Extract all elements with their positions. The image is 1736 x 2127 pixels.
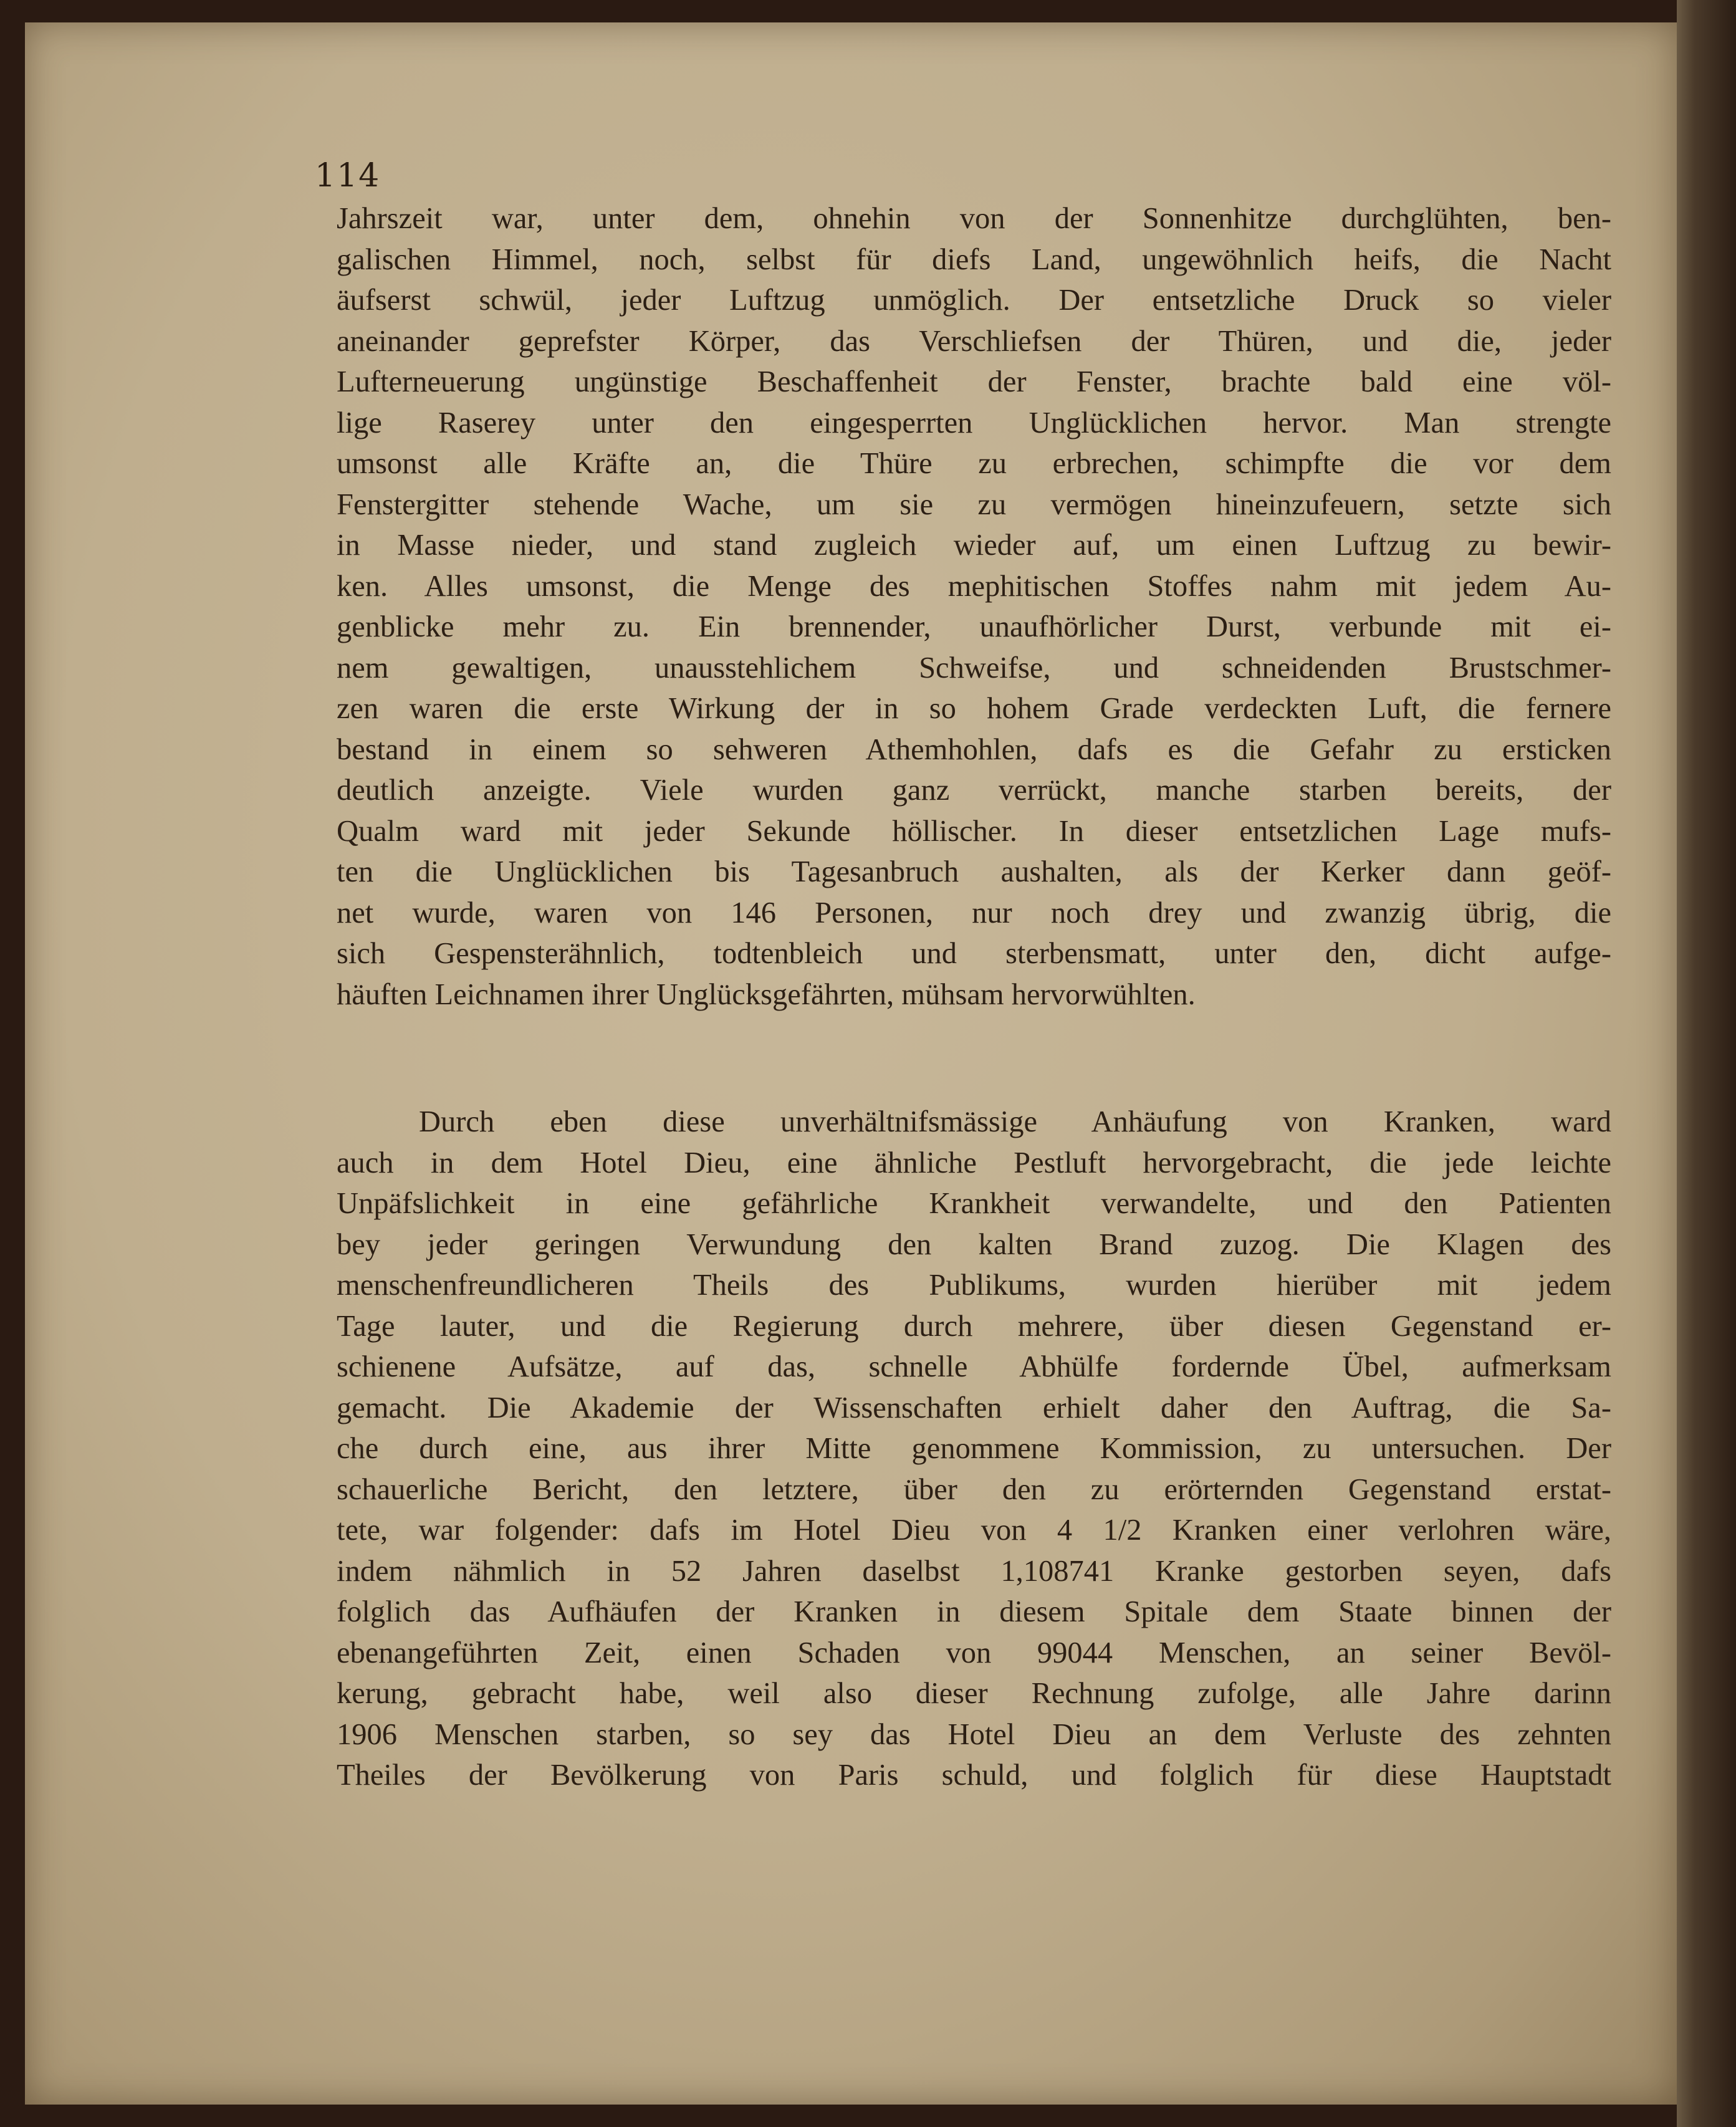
text-line: gemacht. Die Akademie der Wissenschaften erhielt daher den Auftrag, die Sa- xyxy=(337,1391,1611,1424)
page-number: 114 xyxy=(315,157,381,194)
text-line: indem nähmlich in 52 Jahren daselbst 1,108741 Kranke gestorben seyen, dafs xyxy=(337,1554,1611,1588)
text-line: deutlich anzeigte. Viele wurden ganz verrückt, manche starben bereits, der xyxy=(337,774,1611,807)
text-line: Lufterneuerung ungünstige Beschaffenheit der Fenster, brachte bald eine völ- xyxy=(337,365,1611,398)
text-line: schienene Aufsätze, auf das, schnelle Abhülfe fordernde Übel, aufmerksam xyxy=(337,1350,1611,1383)
text-line: ebenangeführten Zeit, einen Schaden von 99044 Menschen, an seiner Bevöl- xyxy=(337,1636,1611,1669)
text-line: äufserst schwül, jeder Luftzug unmöglich. Der entsetzliche Druck so vieler xyxy=(337,284,1611,317)
text-line: kerung, gebracht habe, weil also dieser Rechnung zufolge, alle Jahre darinn xyxy=(337,1677,1611,1710)
text-line: auch in dem Hotel Dieu, eine ähnliche Pestluft hervorgebracht, die jede leichte xyxy=(337,1146,1611,1179)
text-line: che durch eine, aus ihrer Mitte genommene Kommission, zu untersuchen. Der xyxy=(337,1432,1611,1465)
text-line: Durch eben diese unverhältnifsmässige Anhäufung von Kranken, ward xyxy=(419,1105,1611,1138)
text-line: net wurde, waren von 146 Personen, nur noch drey und zwanzig übrig, die xyxy=(337,896,1611,929)
text-line: Jahrszeit war, unter dem, ohnehin von der Sonnenhitze durchglühten, ben- xyxy=(337,202,1611,235)
text-line: zen waren die erste Wirkung der in so hohem Grade verdeckten Luft, die fernere xyxy=(337,692,1611,725)
book-spine xyxy=(1677,0,1736,2127)
text-line: Tage lauter, und die Regierung durch mehrere, über diesen Gegenstand er- xyxy=(337,1309,1611,1343)
text-line: bestand in einem so sehweren Athemhohlen, dafs es die Gefahr zu ersticken xyxy=(337,732,1611,766)
text-line: Theiles der Bevölkerung von Paris schuld, und folglich für diese Hauptstadt xyxy=(337,1759,1611,1792)
text-line: galischen Himmel, noch, selbst für diefs Land, ungewöhnlich heifs, die Nacht xyxy=(337,242,1611,276)
text-line: Qualm ward mit jeder Sekunde höllischer. In dieser entsetzlichen Lage mufs- xyxy=(337,814,1611,848)
text-line: menschenfreundlicheren Theils des Publikums, wurden hierüber mit jedem xyxy=(337,1269,1611,1302)
text-line: Fenstergitter stehende Wache, um sie zu vermögen hineinzufeuern, setzte sich xyxy=(337,487,1611,521)
text-line: umsonst alle Kräfte an, die Thüre zu erbrechen, schimpfte die vor dem xyxy=(337,447,1611,480)
text-line: nem gewaltigen, unausstehlichem Schweifse, und schneidenden Brustschmer- xyxy=(337,651,1611,684)
text-line: ten die Unglücklichen bis Tagesanbruch aushalten, als der Kerker dann geöf- xyxy=(337,855,1611,888)
text-line: bey jeder geringen Verwundung den kalten Brand zuzog. Die Klagen des xyxy=(337,1227,1611,1261)
text-line: aneinander geprefster Körper, das Verschliefsen der Thüren, und die, jeder xyxy=(337,324,1611,358)
text-line: folglich das Aufhäufen der Kranken in diesem Spitale dem Staate binnen der xyxy=(337,1595,1611,1628)
text-line: häuften Leichnamen ihrer Unglücksgefährten, mühsam hervorwühlten. xyxy=(337,977,1196,1011)
text-line: Unpäfslichkeit in eine gefährliche Krankheit verwandelte, und den Patienten xyxy=(337,1187,1611,1220)
text-line: sich Gespensterähnlich, todtenbleich und sterbensmatt, unter den, dicht aufge- xyxy=(337,937,1611,970)
paragraph-2 xyxy=(337,1102,1611,1796)
text-line: genblicke mehr zu. Ein brennender, unaufhörlicher Durst, verbunde mit ei- xyxy=(337,610,1611,643)
text-line: tete, war folgender: dafs im Hotel Dieu von 4 1/2 Kranken einer verlohren wäre, xyxy=(337,1514,1611,1547)
paragraph-1 xyxy=(337,198,1611,1015)
text-line: lige Raserey unter den eingesperrten Unglücklichen hervor. Man strengte xyxy=(337,406,1611,439)
text-line: in Masse nieder, und stand zugleich wieder auf, um einen Luftzug zu bewir- xyxy=(337,529,1611,562)
text-line: schauerliche Bericht, den letztere, über den zu erörternden Gegenstand erstat- xyxy=(337,1472,1611,1506)
text-line: ken. Alles umsonst, die Menge des mephitischen Stoffes nahm mit jedem Au- xyxy=(337,569,1611,603)
text-line: 1906 Menschen starben, so sey das Hotel Dieu an dem Verluste des zehnten xyxy=(337,1717,1611,1751)
